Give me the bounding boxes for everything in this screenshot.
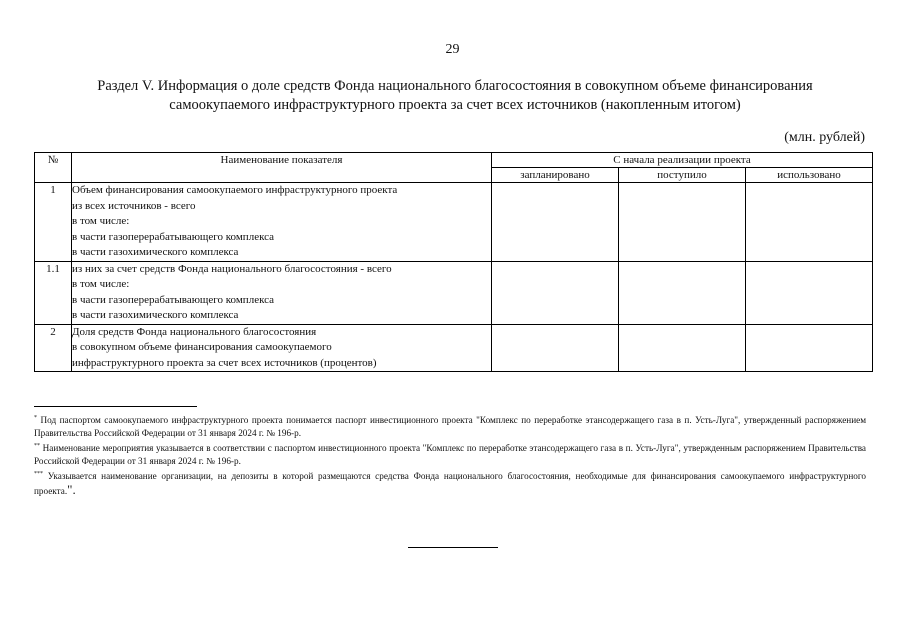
header-indicator-name: Наименование показателя (72, 153, 492, 183)
indicator-line: в том числе: (72, 278, 130, 290)
indicator-line: инфраструктурного проекта за счет всех источников (процентов) (72, 356, 377, 369)
indicator-line: из всех источников - всего (72, 199, 196, 212)
indicator-line: Объем финансирования самоокупаемого инфраструктурного проекта (72, 184, 398, 196)
footnotes (34, 414, 866, 500)
header-planned: запланировано (492, 168, 619, 183)
footnote-mark: ** (34, 442, 40, 449)
section-title-line-1: Раздел V. Информация о доле средств Фонда национального благосостояния в совокупном объеме финансирования (97, 78, 813, 94)
row-indicator-name (72, 261, 492, 324)
indicator-line: в части газохимического комплекса (72, 309, 239, 321)
end-separator (408, 547, 498, 548)
indicator-line: в части газохимического комплекса (72, 246, 239, 258)
table-row (35, 261, 873, 324)
footnote (34, 442, 866, 468)
footnote-separator (34, 406, 197, 407)
table-row (35, 183, 873, 262)
cell-planned (492, 261, 619, 324)
indicator-line: Доля средств Фонда национального благосостояния (72, 325, 317, 338)
table-row (35, 324, 873, 372)
indicator-line: в части газоперерабатывающего комплекса (72, 293, 275, 306)
cell-planned (492, 183, 619, 262)
cell-used (746, 324, 873, 372)
indicator-line: в части газоперерабатывающего комплекса (72, 230, 275, 243)
footnote-mark: * (34, 414, 37, 421)
section-title-line-2: самоокупаемого инфраструктурного проекта за счет всех источников (накопленным итогом) (169, 97, 741, 113)
indicator-line: в том числе: (72, 215, 130, 227)
header-used: использовано (746, 168, 873, 183)
header-since-start: С начала реализации проекта (492, 153, 873, 168)
cell-used (746, 261, 873, 324)
header-received: поступило (619, 168, 746, 183)
cell-used (746, 183, 873, 262)
row-indicator-name (72, 324, 492, 372)
row-number: 1.1 (35, 261, 72, 324)
row-number: 1 (35, 183, 72, 262)
section-title (60, 77, 850, 115)
footnote (34, 470, 866, 498)
footnote (34, 414, 866, 440)
footnote-text: Указывается наименование организации, на депозиты в которой размещаются средства Фонда национального благосостояния, необходимые для финансирования самоокупаемого инфраструктурного проекта. (34, 471, 866, 496)
cell-received (619, 324, 746, 372)
header-number: № (35, 153, 72, 183)
cell-planned (492, 324, 619, 372)
indicator-line: в совокупном объеме финансирования самоокупаемого (72, 341, 332, 353)
closing-quote: ". (67, 482, 76, 497)
indicator-line: из них за счет средств Фонда национального благосостояния - всего (72, 262, 392, 275)
row-number: 2 (35, 324, 72, 372)
units-label: (млн. рублей) (784, 130, 865, 145)
cell-received (619, 183, 746, 262)
footnote-text: Наименование мероприятия указывается в соответствии с паспортом инвестиционного проекта "Комплекс по переработке этансодержащего газа в п. Усть-Луга", утвержденным распоряжением Правительства Российской Федерации от 31 января 2024 г. № 196-р. (34, 443, 866, 466)
cell-received (619, 261, 746, 324)
page-number: 29 (445, 42, 460, 57)
footnote-mark: *** (34, 470, 43, 477)
footnote-text: Под паспортом самоокупаемого инфраструктурного проекта понимается паспорт инвестиционного проекта "Комплекс по переработке этансодержащего газа в п. Усть-Луга", утвержденный распоряжением Правительства Российской Федерации от 31 января 2024 г. № 196-р. (34, 415, 867, 438)
row-indicator-name (72, 183, 492, 262)
section-table (34, 152, 873, 372)
